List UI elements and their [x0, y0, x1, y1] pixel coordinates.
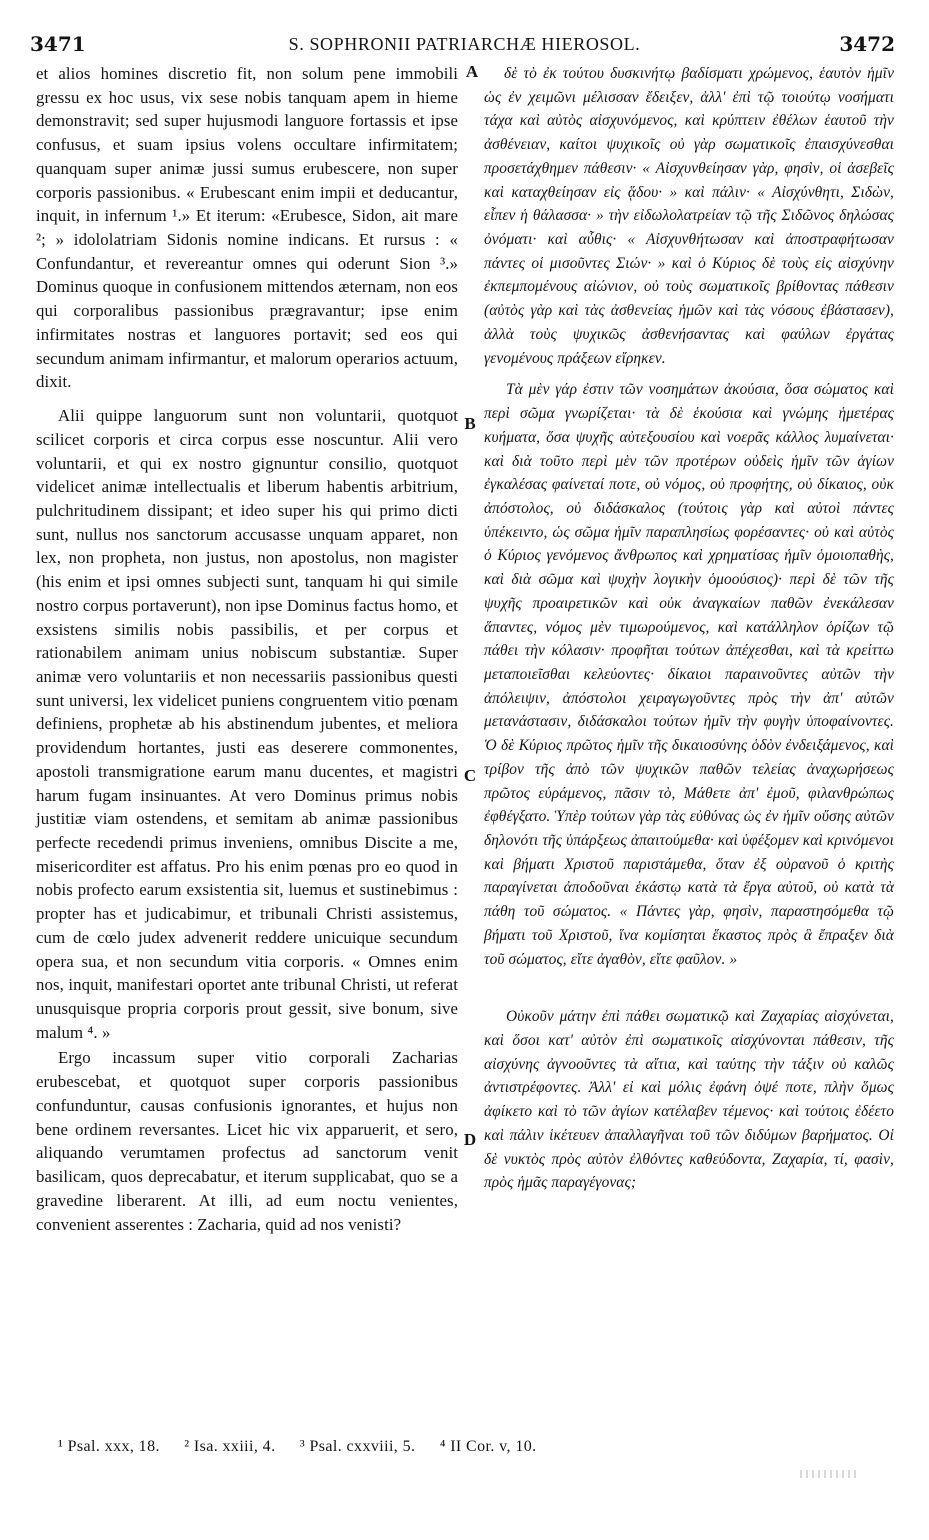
running-title: S. SOPHRONII PATRIARCHÆ HIEROSOL. — [288, 34, 641, 54]
section-marker-d: D — [463, 1130, 477, 1149]
page-number-right: 3472 — [839, 32, 895, 56]
greek-paragraph-1: δὲ τὸ ἐκ τούτου δυσκινήτῳ βαδίσματι χρώμενος, ἑαυτὸν ἡμῖν ὡς ἐν χειμῶνι μέλισσαν ἔδειξεν, ἀλλ' ἐπὶ τῷ τοιούτῳ νοσήματι τάχα καὶ αὐτὸς αἰσχυνόμενος, καὶ κρύπτειν ἐθέλων ἑαυτοῦ τὴν ἀσθένειαν, καίτοι ψυχικοῖς οὐ γὰρ σωματικοῖς ἐπαισχύνεσθαι προσετάχθημεν πάθεσιν· « Αἰσχυνθείησαν γὰρ, φησὶν, οἱ ἀσεβεῖς καὶ καταχθείησαν εἰς ᾅδου· » καὶ πάλιν· « Αἰσχύνθητι, Σιδὼν, εἶπεν ἡ θάλασσα· » τὴν εἰδωλολατρείαν τῷ τῆς Σιδῶνος δηλώσας ὀνόματι· καὶ αὖθις· « Αἰσχυνθήτωσαν καὶ ἀποστραφήτωσαν πάντες οἱ μισοῦντες Σιών· » καὶ ὁ Κύριος δὲ τοὺς εἰς αἰσχύνην ἐκπεμπομένους αἰώνιον, οὐ τοὺς σωματικοῖς βρίθοντας πάθεσιν (αὐτὸς γὰρ καὶ τὰς ἀσθενείας ἡμῶν καὶ τὰς νόσους ἐβάστασεν), ἀλλὰ τοὺς ψυχικῶς ἀσθενήσαντας καὶ φαύλων ἐργάτας γενομένους πράξεων εἴρηκεν. — [484, 65, 894, 367]
greek-column — [484, 62, 894, 1195]
section-marker-c: C — [463, 766, 477, 785]
greek-paragraph-3: Οὐκοῦν μάτην ἐπὶ πάθει σωματικῷ καὶ Ζαχαρίας αἰσχύνεται, καὶ ὅσοι κατ' αὐτὸν ἐπὶ σωματικοῖς αἰσχύνονται πάθεσιν, τῆς αἰσχύνης ἀγνοοῦντες τὰ αἴτια, καὶ ταύτης τὴν τάξιν οὐ καλῶς ἀντιστρέφοντες. Ἀλλ' εἰ καὶ μόλις ἐφάνη ὀψέ ποτε, πλὴν ὅμως ἀφίκετο καὶ τὸ τῶν ἁγίων κατέλαβεν τέμενος· καὶ τούτοις ἐδέετο καὶ πάλιν ἱκέτευεν ἀπαλλαγῆναι τοῦ τῶν διδύμων βαρήματος. Οἱ δὲ νυκτὸς πρὸς αὐτὸν ἐλθόντες καθεύδοντα, Ζαχαρία, τί, φασὶν, πρὸς ἡμᾶς παραγέγονας; — [484, 1008, 894, 1192]
page-number-left: 3471 — [30, 32, 86, 56]
footnotes — [58, 1438, 557, 1456]
page-header — [0, 32, 929, 56]
footnote-3: ³ Psal. cxxviii, 5. — [299, 1438, 416, 1455]
latin-paragraph-1: et alios homines discretio fit, non solum pene immobili gressu ex hoc usus, vix sese nobis tanquam apem in hieme demonstravit; sed super hujusmodi languore fortassis et ipse confusus, et suam ipsius volens occultare infirmitatem; quanquam super animæ jussi sumus erubescere, non super corporis passionibus. « Erubescant enim impii et deducantur, inquit, in infernum ¹.» Et iterum: «Erubesce, Sidon, ait mare ²; » idololatriam Sidonis nomine indicans. Et rursus : « Confundantur, et revereantur omnes qui oderunt Sion ³.» Dominus quoque in confusionem mittendos æternam, non eos qui corporalibus passionibus prægravantur; ipse enim infirmitates nostras et languores portavit; sed eos qui secundum animam infirmantur, et malorum operarios actuum, dixit. — [36, 64, 458, 392]
greek-paragraph-2: Τὰ μὲν γάρ ἐστιν τῶν νοσημάτων ἀκούσια, ὅσα σώματος καὶ περὶ σῶμα γνωρίζεται· τὰ δὲ ἑκούσια καὶ γνώμης ἡμετέρας κυήματα, ὅσα ψυχῆς αὐτεξουσίου καὶ νοερᾶς κάλλος λυμαίνεται· καὶ διὰ τοῦτο περὶ μὲν τῶν προτέρων οὐδεὶς ἡμῖν τῶν ἁγίων ἐγκαλέσας φαίνεταί ποτε, οὐ νόμος, οὐ προφήτης, οὐ δίκαιος, οὐκ ἀπόστολος, οὐ διδάσκαλος (τούτοις γὰρ καὶ αὐτοὶ πάντες ὑπέκειντο, ὡς σῶμα ἡμῖν παραπλησίως φορέσαντες· οὐ καὶ αὐτὸς ὁ Κύριος γενόμενος ἄνθρωπος καὶ χρηματίσας ἡμῖν ὁμοιοπαθὴς, καὶ διὰ σῶμα καὶ ψυχὴν λογικὴν ὁμοούσιος)· περὶ δὲ τῶν τῆς ψυχῆς προαιρετικῶν καὶ οὐκ ἀναγκαίων παθῶν ἐνεκάλεσαν ἅπαντες, νόμος μὲν τιμωρούμενος, καὶ κατάλληλον ὁρίζων τῷ πάθει τὴν κόλασιν· προφῆται τούτων ἀπέχεσθαι, καὶ τὰ κρείττω μεταποιεῖσθαι κελεύοντες· δίκαιοι παραινοῦντες αὐτῶν τὴν ἀπόλειψιν, ἀπόστολοι χειραγωγοῦντες πρὸς τὴν ἀπ' αὐτῶν μετανάστασιν, διδάσκαλοι τούτων ἡμῖν τὴν φυγὴν ὑποφαίνοντες. Ὁ δὲ Κύριος πρῶτος ἡμῖν τῆς δικαιοσύνης ὁδὸν ἐνδειξάμενος, καὶ τρίβον τῆς ἀπὸ τῶν ψυχικῶν παθῶν τελείας ἀναχωρήσεως πρῶτος εὑράμενος, πᾶσιν τὸ, Μάθετε ἀπ' ἐμοῦ, φιλανθρώπως ἐφθέγξατο. Ὑπὲρ τούτων γὰρ τὰς εὐθύνας ὡς ἐν ἡμῖν οὔσης αὐτῶν δηλονότι τῆς ὑπάρξεως ἀπαιτούμεθα· καὶ ὑφέξομεν καὶ κρινόμενοι καὶ βήματι Χριστοῦ παριστάμεθα, ὅταν ἐξ οὐρανοῦ ὁ κριτὴς παραγίνεται ἀποδοῦναι ἑκάστῳ κατὰ τὰ ἔργα αὐτοῦ, οὐ κατὰ τὰ πάθη τοῦ σώματος. « Πάντες γὰρ, φησὶν, παραστησόμεθα τῷ βήματι τοῦ Χριστοῦ, ἵνα κομίσηται ἕκαστος πρὸς ἃ ἔπραξεν διὰ τοῦ σώματος, εἴτε ἀγαθὸν, εἴτε φαῦλον. » — [484, 381, 894, 968]
footnote-2: ² Isa. xxiii, 4. — [184, 1438, 276, 1455]
footnote-4: ⁴ II Cor. v, 10. — [439, 1438, 537, 1455]
section-marker-a: A — [465, 62, 479, 81]
latin-column — [36, 62, 458, 1236]
latin-paragraph-3: Ergo incassum super vitio corporali Zacharias erubescebat, et quotquot super corporis passionibus confunduntur, causas confusionis ignorantes, et hujus non bene ordinem reversantes. Licet hic vix apparuerit, et sero, aliquando verumtamen profectus ad sanctorum venit basilicam, quos deprecabatur, et iterum supplicabat, quo se a gravedine liberarent. At illi, ad eum noctu venientes, convenient asserentes : Zacharia, quid ad nos venisti? — [36, 1048, 458, 1234]
section-marker-b: B — [464, 414, 476, 433]
print-smudge — [800, 1470, 860, 1478]
latin-paragraph-2: Alii quippe languorum sunt non voluntarii, quotquot scilicet corporis et circa corpus esse noscuntur. Alii vero voluntarii, et qui ex nostro gignuntur consilio, quotquot videlicet animæ intellectualis et liberum habentis arbitrium, pulchritudinem dissipant; et ideo super his qui primo dicti sunt, nullus nos sanctorum accusasse unquam apparet, non lex, non propheta, non justus, non apostolus, non magister (his enim et ipsi omnes subjecti sunt, tanquam hi qui simile nostro corpus portaverunt), non ipse Dominus factus homo, et exsistens similis nobis passibilis, et per corpus et rationabilem animam unius nobiscum substantiæ. Super animæ vero voluntariis et non necessariis passionibus questi sunt universi, lex videlicet puniens congruentem vitio pœnam definiens, prophetæ ab his abstinendum jubentes, et meliora providendum hortantes, justi eas deserere commonentes, apostoli transmigratione earum manu ducentes, et magistri harum fugam insinuantes. At vero Dominus primus nobis justitiæ viam ostendens, et semitam ab animæ passionibus perfecte recedendi primus inveniens, omnibus Discite a me, misericorditer est affatus. Pro his enim pœnas pro eo quod in nobis profecto earum exsistentia sit, luemus et sustinebimus : propter has et judicabimur, et tribunali Christi assistemus, cum de cœlo judex advenerit reddere unicuique secundum opera sua, et non secundum vitia corporis. « Omnes enim nos, inquit, manifestari oportet ante tribunal Christi, ut referat unusquisque propria corporis prout gessit, sive bonum, sive malum ⁴. » — [36, 406, 458, 1042]
footnote-1: ¹ Psal. xxx, 18. — [58, 1438, 160, 1455]
